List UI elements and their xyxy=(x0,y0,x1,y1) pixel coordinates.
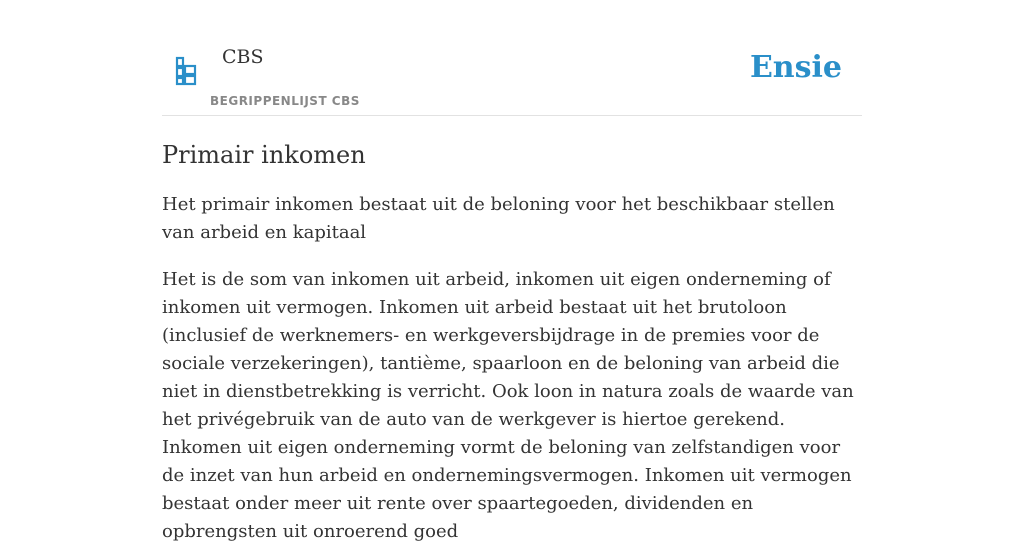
brand-logo[interactable]: Ensie xyxy=(749,50,842,85)
org-name[interactable]: CBS xyxy=(222,46,264,68)
page-title: Primair inkomen xyxy=(162,141,366,169)
header xyxy=(162,0,862,116)
body-paragraph: Het is de som van inkomen uit arbeid, inkomen uit eigen onderneming of inkomen uit vermogen. Inkomen uit arbeid bestaat uit het brutoloon (inclusief de werknemers- en werkgeversbijdrage in de premies voor de sociale verzekeringen), tantième, spaarloon en de beloning van arbeid die niet in dienstbetrekking is verricht. Ook loon in natura zoals de waarde van het privégebruik van de auto van de werkgever is hiertoe gerekend. Inkomen uit eigen onderneming vormt de beloning van zelfstandigen voor de inzet van hun arbeid en ondernemingsvermogen. Inkomen uit vermogen bestaat onder meer uit rente over spaartegoeden, dividenden en opbrengsten uit onroerend goed xyxy=(162,269,854,542)
page xyxy=(162,0,862,546)
source-subtitle[interactable]: BEGRIPPENLIJST CBS xyxy=(210,94,360,108)
lead-paragraph: Het primair inkomen bestaat uit de beloning voor het beschikbaar stellen van arbeid en kapitaal xyxy=(162,194,835,243)
cbs-logo-icon[interactable] xyxy=(175,56,197,86)
